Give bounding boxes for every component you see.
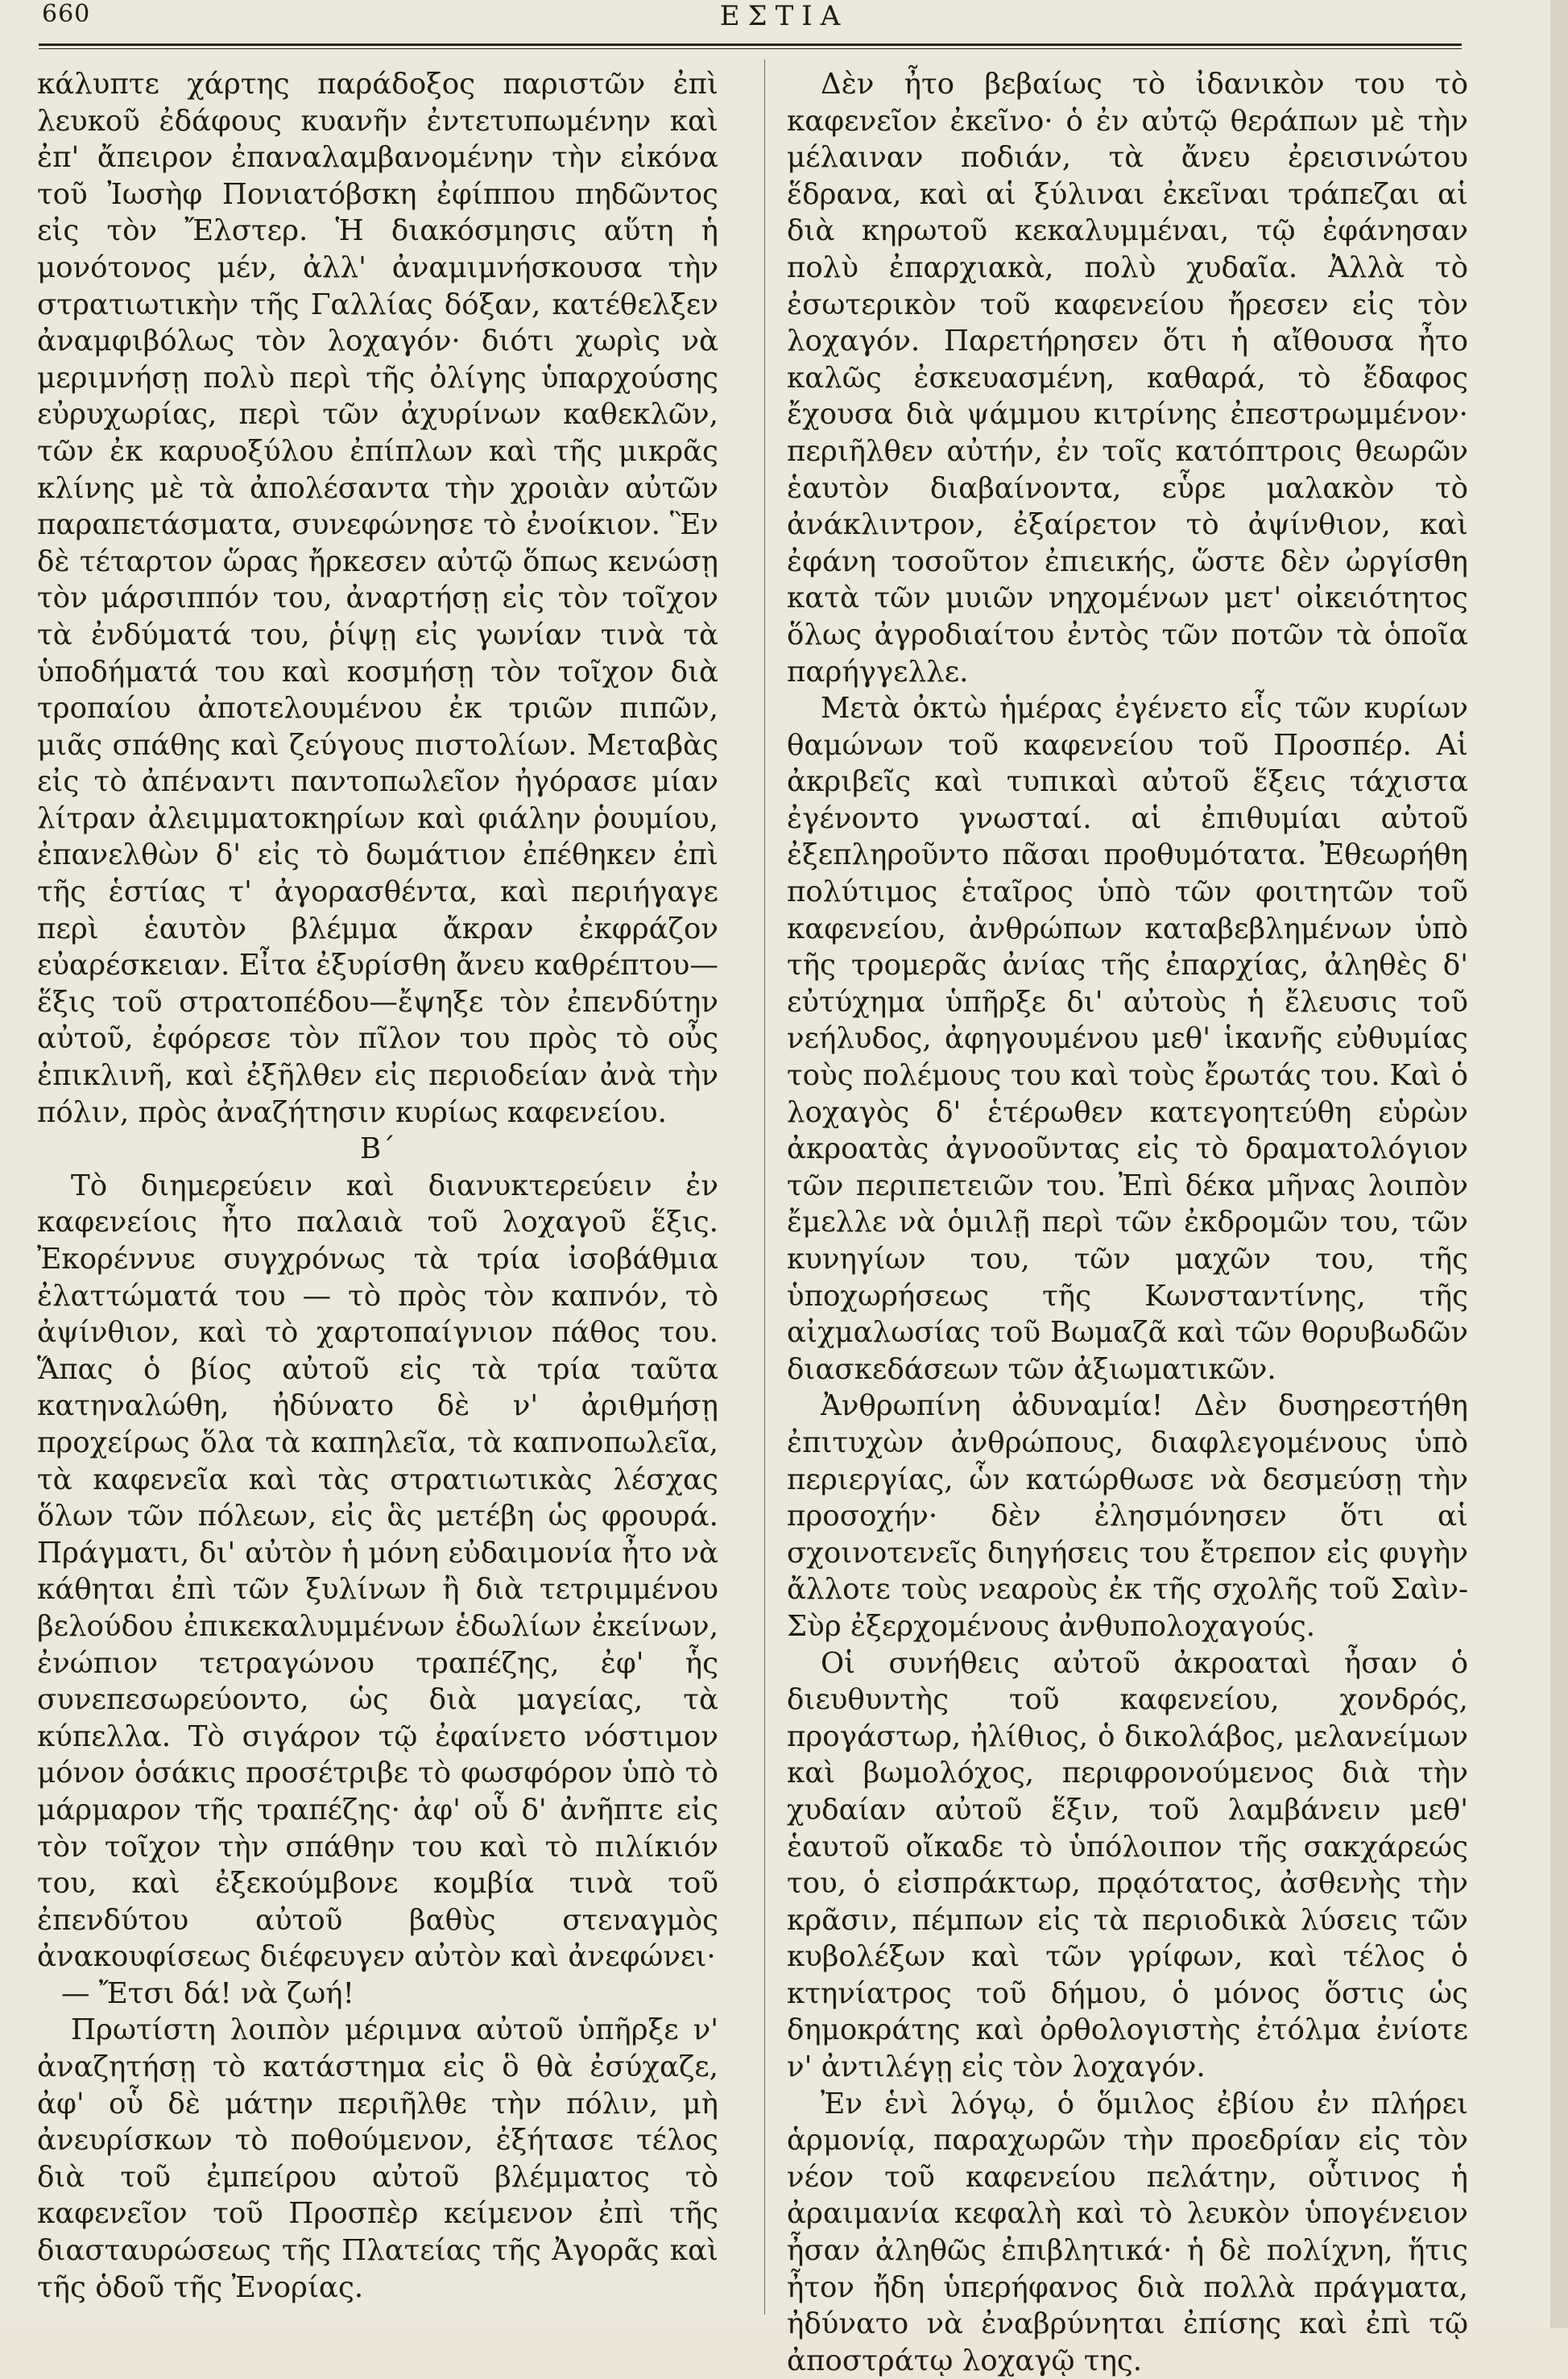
column-divider [764, 60, 765, 2315]
right-paragraph-2: Μετὰ ὀκτὼ ἡμέρας ἐγένετο εἷς τῶν κυρίων θαμώνων τοῦ καφενείου τοῦ Προσπέρ. Αἱ ἀκριβεῖς καὶ τυπικαὶ αὐτοῦ ἕξεις τάχιστα ἐγένοντο γνωσταί. αἱ ἐπιθυμίαι αὐτοῦ ἐξεπληροῦντο πᾶσαι προθυμότατα. Ἐθεωρήθη πολύτιμος ἑταῖρος ὑπὸ τῶν φοιτητῶν τοῦ καφενείου, ἀνθρώπων καταβεβλημένων ὑπὸ τῆς τρομερᾶς ἀνίας τῆς ἐπαρχίας, ἀληθὲς δ' εὐτύχημα ὑπῆρξε δι' αὐτοὺς ἡ ἔλευσις τοῦ νεήλυδος, ἀφηγουμένου μεθ' ἱκανῆς εὐθυμίας τοὺς πολέμους του καὶ τοὺς ἔρωτάς του. Καὶ ὁ λοχαγὸς δ' ἑτέρωθεν κατεγοητεύθη εὑρὼν ἀκροατὰς ἀγνοοῦντας εἰς τὸ δραματολόγιον τῶν περιπετειῶν του. Ἐπὶ δέκα μῆνας λοιπὸν ἔμελλε νὰ ὁμιλῇ περὶ τῶν ἐκδρομῶν του, τῶν κυνηγίων του, τῶν μαχῶν του, τῆς ὑποχωρήσεως τῆς Κωνσταντίνης, τῆς αἰχμαλωσίας τοῦ Βωμαζᾶ καὶ τῶν θορυβωδῶν διασκεδάσεων τῶν ἀξιωματικῶν. [787, 692, 1468, 1386]
page-number: 660 [42, 0, 91, 28]
right-column [787, 66, 1468, 2377]
header-rule [39, 43, 1462, 46]
left-column [37, 66, 718, 2313]
left-paragraph-3: Πρωτίστη λοιπὸν μέριμνα αὐτοῦ ὑπῆρξε ν' ἀναζητήσῃ τὸ κατάστημα εἰς ὃ θὰ ἐσύχαζε, ἀφ' οὗ δὲ μάτην περιῆλθε τὴν πόλιν, μὴ ἀνευρίσκων τὸ ποθούμενον, ἐξήτασε τέλος διὰ τοῦ ἐμπείρου αὐτοῦ βλέμματος τὸ καφενεῖον τοῦ Προσπὲρ κείμενον ἐπὶ τῆς διασταυρώσεως τῆς Πλατείας τῆς Ἀγορᾶς καὶ τῆς ὁδοῦ τῆς Ἐνορίας. [37, 2013, 718, 2304]
exclamation-line: — Ἔτσι δά! νὰ ζωή! [61, 1976, 354, 2010]
section-mark: Β΄ [360, 1132, 395, 1166]
running-head: ΕΣΤΙΑ [719, 0, 849, 32]
right-paragraph-4: Οἱ συνήθεις αὐτοῦ ἀκροαταὶ ἦσαν ὁ διευθυντὴς τοῦ καφενείου, χονδρός, προγάστωρ, ἠλίθιος, ὁ δικολάβος, μελανείμων καὶ βωμολόχος, περιφρονούμενος διὰ τὴν χυδαίαν αὐτοῦ ἕξιν, τοῦ λαμβάνειν μεθ' ἑαυτοῦ οἴκαδε τὸ ὑπόλοιπον τῆς σακχάρεώς του, ὁ εἰσπράκτωρ, πρᾳότατος, ἀσθενὴς τὴν κρᾶσιν, πέμπων εἰς τὰ περιοδικὰ λύσεις τῶν κυβολέξων καὶ τῶν γρίφων, καὶ τέλος ὁ κτηνίατρος τοῦ δήμου, ὁ μόνος ὅστις ὡς δημοκράτης καὶ ὀρθολογιστὴς ἐτόλμα ἐνίοτε ν' ἀντιλέγῃ εἰς τὸν λοχαγόν. [787, 1646, 1468, 2084]
left-paragraph-1: κάλυπτε χάρτης παράδοξος παριστῶν ἐπὶ λευκοῦ ἐδάφους κυανῆν ἐντετυπωμένην καὶ ἐπ' ἄπειρον ἐπαναλαμβανομένην τὴν εἰκόνα τοῦ Ἰωσὴφ Πονιατόβσκη ἐφίππου πηδῶντος εἰς τὸν Ἔλστερ. Ἡ διακόσμησις αὕτη ἡ μονότονος μέν, ἀλλ' ἀναμιμνήσκουσα τὴν στρατιωτικὴν τῆς Γαλλίας δόξαν, κατέθελξεν ἀναμφιβόλως τὸν λοχαγόν· διότι χωρὶς νὰ μεριμνήσῃ πολὺ περὶ τῆς ὀλίγης ὑπαρχούσης εὐρυχωρίας, περὶ τῶν ἀχυρίνων καθεκλῶν, τῶν ἐκ καρυοξύλου ἐπίπλων καὶ τῆς μικρᾶς κλίνης μὲ τὰ ἀπολέσαντα τὴν χροιὰν αὐτῶν παραπετάσματα, συνεφώνησε τὸ ἐνοίκιον. Ἓν δὲ τέταρτον ὥρας ἤρκεσεν αὐτῷ ὅπως κενώσῃ τὸν μάρσιππόν του, ἀναρτήσῃ εἰς τὸν τοῖχον τὰ ἐνδύματά του, ῥίψῃ εἰς γωνίαν τινὰ τὰ ὑποδήματά του καὶ κοσμήσῃ τὸν τοῖχον διὰ τροπαίου ἀποτελουμένου ἐκ τριῶν πιπῶν, μιᾶς σπάθης καὶ ζεύγους πιστολίων. Μεταβὰς εἰς τὸ ἀπέναντι παντοπωλεῖον ἠγόρασε μίαν λίτραν ἀλειμματοκηρίων καὶ φιάλην ῥουμίου, ἐπανελθὼν δ' εἰς τὸ δωμάτιον ἐπέθηκεν ἐπὶ τῆς ἑστίας τ' ἀγορασθέντα, καὶ περιήγαγε περὶ ἑαυτὸν βλέμμα ἄκραν ἐκφράζον εὐαρέσκειαν. Εἶτα ἐξυρίσθη ἄνευ καθρέπτου—ἕξις τοῦ στρατοπέδου—ἔψηξε τὸν ἐπενδύτην αὐτοῦ, ἐφόρεσε τὸν πῖλον του πρὸς τὸ οὖς ἐπικλινῆ, καὶ ἐξῆλθεν εἰς περιοδείαν ἀνὰ τὴν πόλιν, πρὸς ἀναζήτησιν κυρίως καφενείου. [37, 68, 718, 1129]
header-rule-thin [39, 48, 1462, 49]
left-paragraph-2: Τὸ διημερεύειν καὶ διανυκτερεύειν ἐν καφενείοις ἦτο παλαιὰ τοῦ λοχαγοῦ ἕξις. Ἐκορέννυε συγχρόνως τὰ τρία ἰσοβάθμια ἐλαττώματά του — τὸ πρὸς τὸν καπνόν, τὸ ἀψίνθιον, καὶ τὸ χαρτοπαίγνιον πάθος του. Ἅπας ὁ βίος αὐτοῦ εἰς τὰ τρία ταῦτα κατηναλώθη, ἠδύνατο δὲ ν' ἀριθμήσῃ προχείρως ὅλα τὰ καπηλεῖα, τὰ καπνοπωλεῖα, τὰ καφενεῖα καὶ τὰς στρατιωτικὰς λέσχας ὅλων τῶν πόλεων, εἰς ἃς μετέβη ὡς φρουρά. Πράγματι, δι' αὐτὸν ἡ μόνη εὐδαιμονία ἦτο νὰ κάθηται ἐπὶ τῶν ξυλίνων ἢ διὰ τετριμμένου βελούδου ἐπικεκαλυμμένων ἑδωλίων ἐκείνων, ἐνώπιον τετραγώνου τραπέζης, ἐφ' ἧς συνεπεσωρεύοντο, ὡς διὰ μαγείας, τὰ κύπελλα. Τὸ σιγάρον τῷ ἐφαίνετο νόστιμον μόνον ὁσάκις προσέτριβε τὸ φωσφόρον ὑπὸ τὸ μάρμαρον τῆς τραπέζης· ἀφ' οὗ δ' ἀνῆπτε εἰς τὸν τοῖχον τὴν σπάθην του καὶ τὸ πιλίκιόν του, καὶ ἐξεκούμβονε κομβία τινὰ τοῦ ἐπενδύτου αὐτοῦ βαθὺς στεναγμὸς ἀνακουφίσεως διέφευγεν αὐτὸν καὶ ἀνεφώνει· [37, 1169, 718, 1974]
page-edge [1550, 0, 1568, 2328]
right-paragraph-1: Δὲν ἦτο βεβαίως τὸ ἰδανικὸν του τὸ καφενεῖον ἐκεῖνο· ὁ ἐν αὐτῷ θεράπων μὲ τὴν μέλαιναν ποδιάν, τὰ ἄνευ ἐρεισινώτου ἕδρανα, καὶ αἱ ξύλιναι ἐκεῖναι τράπεζαι αἱ διὰ κηρωτοῦ κεκαλυμμέναι, τῷ ἐφάνησαν πολὺ ἐπαρχιακὰ, πολὺ χυδαῖα. Ἀλλὰ τὸ ἐσωτερικὸν τοῦ καφενείου ἤρεσεν εἰς τὸν λοχαγόν. Παρετήρησεν ὅτι ἡ αἴθουσα ἦτο καλῶς ἐσκευασμένη, καθαρά, τὸ ἔδαφος ἔχουσα διὰ ψάμμου κιτρίνης ἐπεστρωμμένον· περιῆλθεν αὐτήν, ἐν τοῖς κατόπτροις θεωρῶν ἑαυτὸν διαβαίνοντα, εὗρε μαλακὸν τὸ ἀνάκλιντρον, ἐξαίρετον τὸ ἀψίνθιον, καὶ ἐφάνη τοσοῦτον ἐπιεικής, ὥστε δὲν ὠργίσθη κατὰ τῶν μυιῶν νηχομένων μετ' οἰκειότητος ὅλως ἀγροδιαίτου ἐντὸς τῶν ποτῶν τὰ ὁποῖα παρήγγελλε. [787, 68, 1468, 689]
right-paragraph-3: Ἀνθρωπίνη ἀδυναμία! Δὲν δυσηρεστήθη ἐπιτυχὼν ἀνθρώπους, διαφλεγομένους ὑπὸ περιεργίας, ὧν κατώρθωσε νὰ δεσμεύσῃ τὴν προσοχήν· δὲν ἐλησμόνησεν ὅτι αἱ σχοινοτενεῖς διηγήσεις του ἔτρεπον εἰς φυγὴν ἄλλοτε τοὺς νεαροὺς ἐκ τῆς σχολῆς τοῦ Σαὶν-Σὺρ ἐξερχομένους ἀνθυπολοχαγούς. [787, 1389, 1468, 1643]
right-paragraph-5: Ἐν ἑνὶ λόγῳ, ὁ ὅμιλος ἐβίου ἐν πλήρει ἁρμονίᾳ, παραχωρῶν τὴν προεδρίαν εἰς τὸν νέον τοῦ καφενείου πελάτην, οὗτινος ἡ ἀραιμανία κεφαλὴ καὶ τὸ λευκὸν ὑπογένειον ἦσαν ἀληθῶς ἐπιβλητικά· ἡ δὲ πολίχνη, ἥτις ἦτον ἤδη ὑπερήφανος διὰ πολλὰ πράγματα, ἠδύνατο νὰ ἐναβρύνηται ἐπίσης καὶ ἐπὶ τῷ ἀποστράτῳ λοχαγῷ της. [787, 2087, 1468, 2377]
